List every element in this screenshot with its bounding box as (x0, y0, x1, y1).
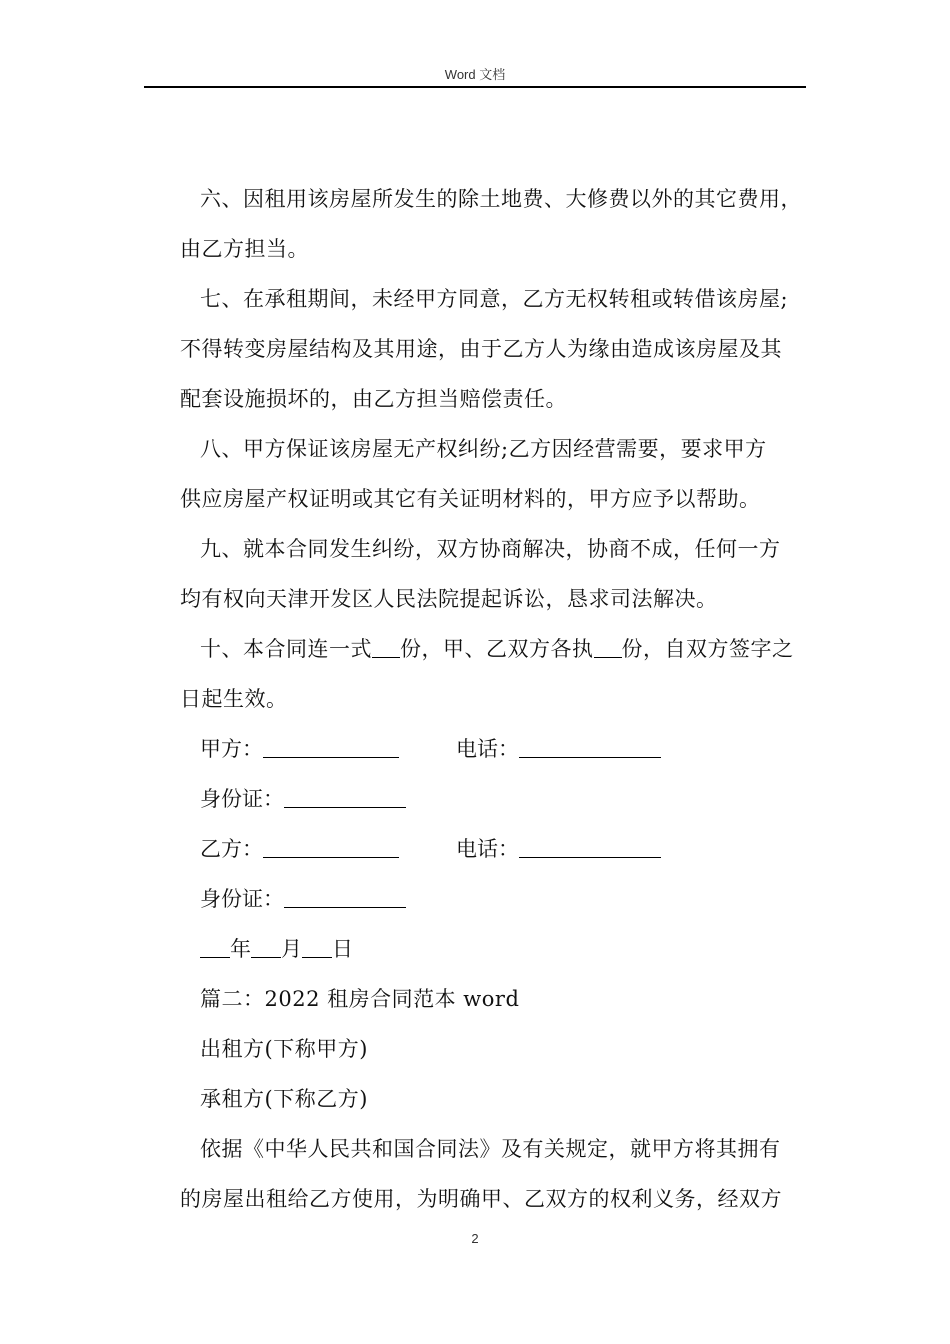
month-blank[interactable] (251, 935, 281, 958)
id-b-field (200, 884, 406, 914)
id-a-label: 身份证： (200, 787, 284, 811)
date-field (200, 934, 353, 964)
day-blank[interactable] (302, 935, 332, 958)
phone-b-blank[interactable] (519, 835, 661, 858)
id-a-field (200, 784, 406, 814)
clause-10-text-c: 份，自双方签字之 (621, 637, 794, 661)
id-b-blank[interactable] (284, 885, 406, 908)
copies-total-blank[interactable] (372, 635, 400, 658)
party-a-label: 甲方： (200, 737, 263, 761)
page-header: Word 文档 (444, 67, 506, 82)
clause-10-text-b: 份，甲、乙双方各执 (400, 637, 594, 661)
phone-a-label: 电话： (456, 737, 519, 761)
clause-6-line-2: 由乙方担当。 (180, 237, 309, 261)
party-b-label: 乙方： (200, 837, 263, 861)
clause-9-line-2: 均有权向天津开发区人民法院提起诉讼，恳求司法解决。 (180, 587, 718, 611)
clause-10-line-1 (200, 634, 840, 664)
clause-10-text-a: 十、本合同连一式 (200, 637, 372, 661)
id-b-label: 身份证： (200, 887, 284, 911)
intro-line-2: 的房屋出租给乙方使用，为明确甲、乙双方的权利义务，经双方 (180, 1187, 782, 1211)
id-a-blank[interactable] (284, 785, 406, 808)
clause-8-line-2: 供应房屋产权证明或其它有关证明材料的，甲方应予以帮助。 (180, 487, 761, 511)
phone-b-label: 电话： (456, 837, 519, 861)
party-a-blank[interactable] (263, 735, 399, 758)
clause-6-line-1: 六、因租用该房屋所发生的除土地费、大修费以外的其它费用， (200, 187, 802, 211)
header-divider (144, 86, 806, 88)
intro-line-1: 依据《中华人民共和国合同法》及有关规定，就甲方将其拥有 (200, 1137, 781, 1161)
copies-each-blank[interactable] (594, 635, 622, 658)
phone-a-field (456, 734, 661, 764)
clause-8-line-1: 八、甲方保证该房屋无产权纠纷;乙方因经营需要，要求甲方 (200, 437, 767, 461)
section-2-title: 篇二：2022 租房合同范本 word (200, 987, 520, 1011)
clause-10-line-2: 日起生效。 (180, 687, 288, 711)
clause-7-line-2: 不得转变房屋结构及其用途，由于乙方人为缘由造成该房屋及其 (180, 337, 782, 361)
page-number: 2 (471, 1231, 479, 1246)
clause-7-line-3: 配套设施损坏的，由乙方担当赔偿责任。 (180, 387, 567, 411)
party-b-field (200, 834, 399, 864)
year-blank[interactable] (200, 935, 230, 958)
lessor-line: 出租方(下称甲方) (200, 1037, 368, 1061)
lessee-line: 承租方(下称乙方) (200, 1087, 368, 1111)
day-label: 日 (332, 937, 353, 961)
phone-a-blank[interactable] (519, 735, 661, 758)
party-b-blank[interactable] (263, 835, 399, 858)
clause-7-line-1: 七、在承租期间，未经甲方同意，乙方无权转租或转借该房屋; (200, 287, 789, 311)
month-label: 月 (281, 937, 302, 961)
party-a-field (200, 734, 399, 764)
clause-9-line-1: 九、就本合同发生纠纷，双方协商解决，协商不成，任何一方 (200, 537, 781, 561)
year-label: 年 (230, 937, 251, 961)
phone-b-field (456, 834, 661, 864)
